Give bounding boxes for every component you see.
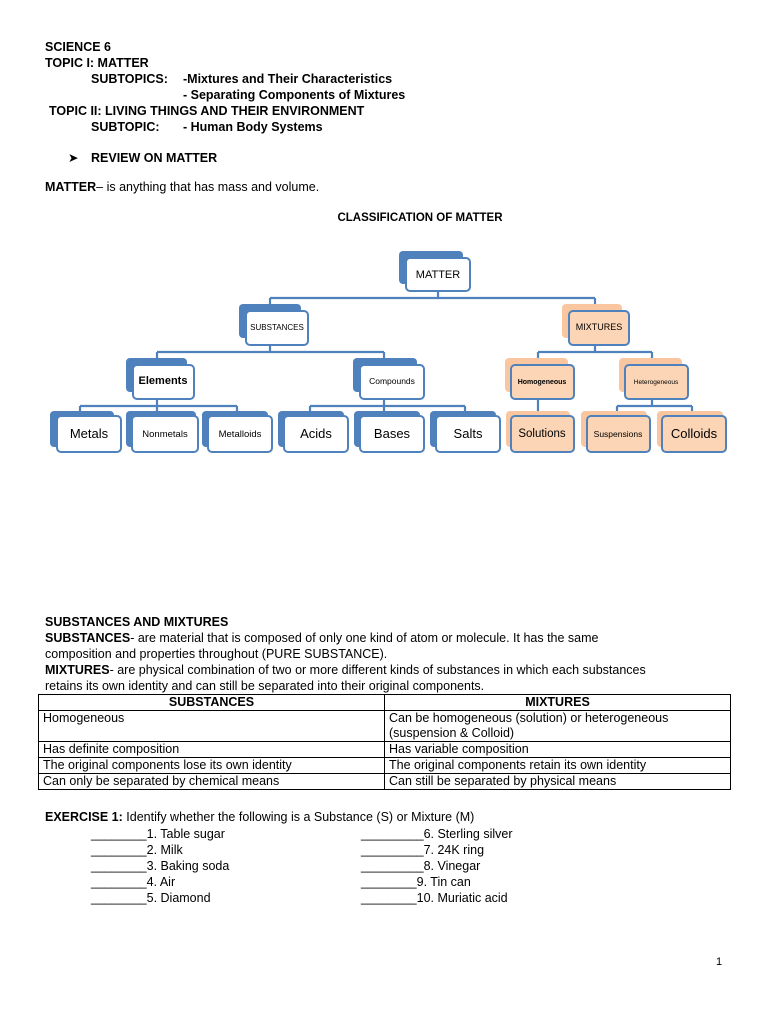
node-solutions (506, 411, 574, 452)
subtopic-2: - Separating Components of Mixtures (183, 88, 406, 102)
node-metals (50, 411, 121, 452)
table-row (39, 711, 731, 742)
mixtures-definition-line1 (45, 663, 646, 678)
mixtures-term: MIXTURES (45, 663, 110, 677)
label-colloids: Colloids (670, 426, 718, 441)
table-cell: Can only be separated by chemical means (39, 774, 385, 790)
table-cell: The original components lose its own identity (39, 758, 385, 774)
subtopic-3: - Human Body Systems (183, 120, 323, 134)
exercise-item-3: ________3. Baking soda (91, 859, 230, 873)
node-nonmetals (126, 411, 198, 452)
label-metalloids: Metalloids (218, 429, 262, 440)
node-bases (354, 411, 424, 452)
classification-diagram (0, 0, 768, 470)
node-elements (126, 358, 194, 399)
substances-definition-line2: composition and properties throughout (PURE SUBSTANCE). (45, 647, 388, 661)
label-metals: Metals (69, 426, 109, 441)
topic-2: TOPIC II: LIVING THINGS AND THEIR ENVIRONMENT (49, 104, 365, 118)
label-homogeneous: Homogeneous (517, 379, 567, 386)
table-cell: Can be homogeneous (solution) or heterogeneous (suspension & Colloid) (385, 711, 731, 742)
label-salts: Salts (453, 426, 483, 441)
exercise-item-10: ________10. Muriatic acid (361, 891, 508, 905)
exercise-item-4: ________4. Air (91, 875, 176, 889)
node-substances (239, 304, 308, 345)
substances-term: SUBSTANCES (45, 631, 131, 645)
header-substances: SUBSTANCES (39, 695, 385, 711)
exercise-instruction (45, 810, 474, 825)
course-title: SCIENCE 6 (45, 40, 111, 54)
exercise-item-6: _________6. Sterling silver (361, 827, 513, 841)
page-number: 1 (716, 956, 723, 968)
label-compounds: Compounds (369, 376, 415, 386)
node-heterogeneous (619, 358, 688, 399)
label-matter: MATTER (415, 269, 461, 281)
table-cell: Has definite composition (39, 742, 385, 758)
exercise-item-2: ________2. Milk (91, 843, 183, 857)
exercise-item-1: ________1. Table sugar (91, 827, 225, 841)
label-bases: Bases (373, 426, 411, 441)
table-header-row (39, 695, 731, 711)
table-row (39, 774, 731, 790)
subtopic-1: -Mixtures and Their Characteristics (183, 72, 393, 86)
node-compounds (353, 358, 424, 399)
table-cell: Has variable composition (385, 742, 731, 758)
table-row (39, 742, 731, 758)
label-nonmetals: Nonmetals (142, 429, 188, 440)
table-cell: Homogeneous (39, 711, 385, 742)
arrow-bullet-icon: ➤ (68, 151, 79, 165)
label-substances: SUBSTANCES (250, 323, 304, 332)
mixtures-def-text: - are physical combination of two or more different kinds of substances in which each substances (109, 663, 646, 677)
table-row (39, 758, 731, 774)
node-matter (399, 251, 470, 291)
label-suspensions: Suspensions (593, 429, 643, 439)
substances-definition-line1 (45, 631, 599, 646)
exercise-label: EXERCISE 1: (45, 810, 123, 824)
label-acids: Acids (300, 426, 332, 441)
node-mixtures (562, 304, 629, 345)
matter-term: MATTER (45, 180, 97, 194)
comparison-table (38, 694, 731, 790)
node-metalloids (202, 411, 272, 452)
label-mixtures: MIXTURES (575, 322, 623, 332)
subtopic-label: SUBTOPIC: (91, 120, 160, 134)
node-salts (430, 411, 500, 452)
node-suspensions (581, 411, 650, 452)
subtopics-label: SUBTOPICS: (91, 72, 168, 86)
header-mixtures: MIXTURES (385, 695, 731, 711)
exercise-item-5: ________5. Diamond (91, 891, 211, 905)
diagram-title: CLASSIFICATION OF MATTER (337, 212, 503, 224)
label-elements: Elements (138, 375, 188, 387)
node-acids (278, 411, 348, 452)
exercise-instruction-text: Identify whether the following is a Substance (S) or Mixture (M) (122, 810, 475, 824)
exercise-item-7: _________7. 24K ring (361, 843, 485, 857)
matter-def-text: – is anything that has mass and volume. (96, 180, 320, 194)
node-homogeneous (505, 358, 574, 399)
label-solutions: Solutions (518, 428, 566, 440)
table-cell: The original components retain its own identity (385, 758, 731, 774)
label-heterogeneous: Heterogeneous (633, 379, 679, 386)
substances-def-text: - are material that is composed of only one kind of atom or molecule. It has the same (130, 631, 599, 645)
topic-1: TOPIC I: MATTER (45, 56, 149, 70)
node-colloids (657, 411, 726, 452)
table-cell: Can still be separated by physical means (385, 774, 731, 790)
review-heading: REVIEW ON MATTER (91, 151, 218, 165)
exercise-item-8: _________8. Vinegar (361, 859, 481, 873)
mixtures-definition-line2: retains its own identity and can still be separated into their original components. (45, 679, 485, 693)
section-heading: SUBSTANCES AND MIXTURES (45, 615, 229, 629)
exercise-item-9: ________9. Tin can (361, 875, 471, 889)
